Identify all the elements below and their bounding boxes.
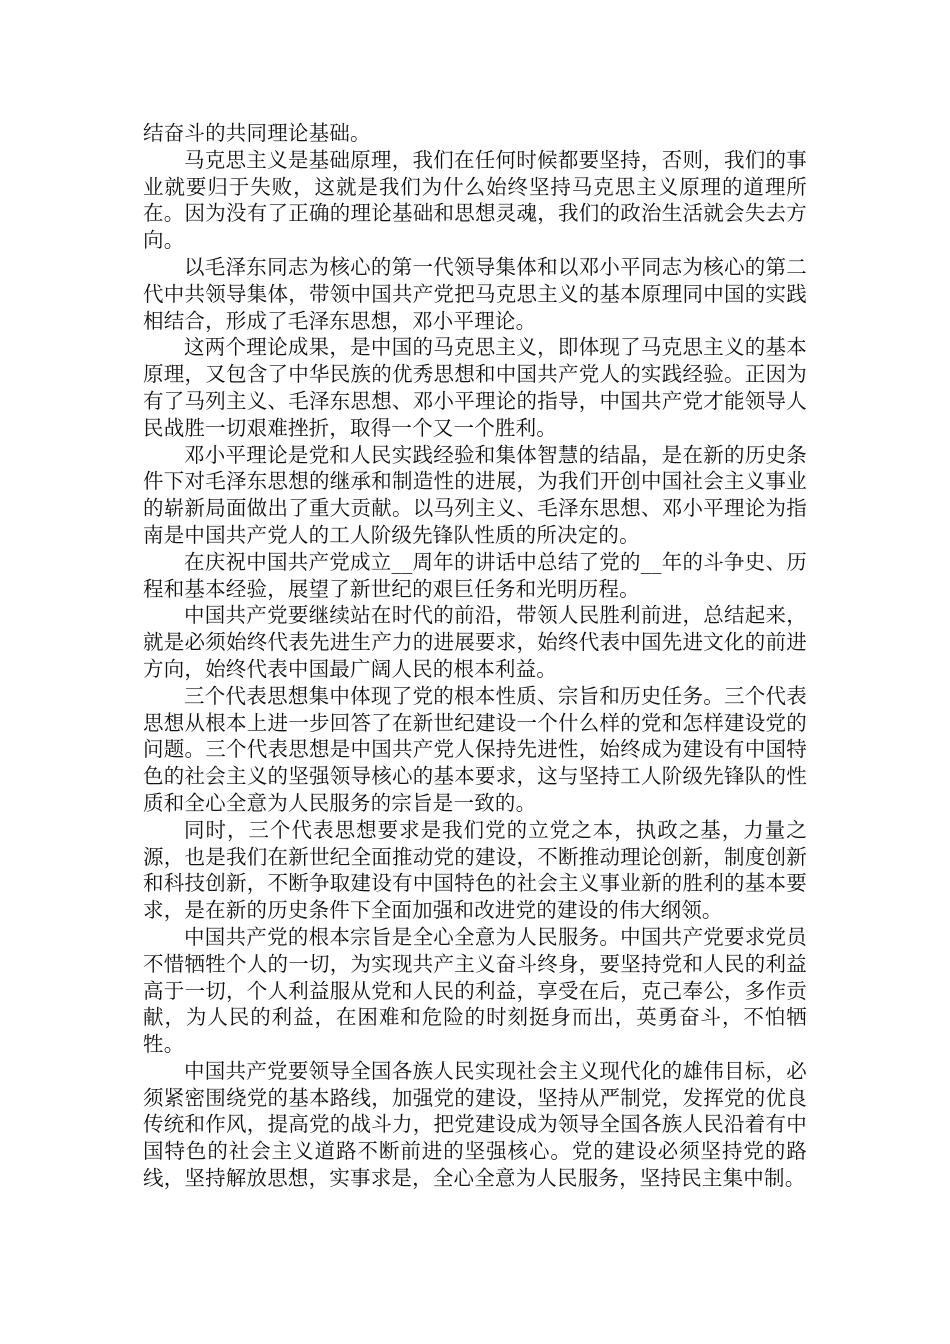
paragraph-marxism-foundation: 马克思主义是基础原理，我们在任何时候都要坚持，否则，我们的事业就要归于失败，这就是我们为什么始终坚持马克思主义原理的道理所在。因为没有了正确的理论基础和思想灵魂，我们的政治生活就会失去方向。 — [143, 147, 807, 253]
document-body — [143, 120, 807, 1192]
paragraph-anniversary-speech: 在庆祝中国共产党成立__周年的讲话中总结了党的__年的斗争史、历程和基本经验，展望了新世纪的艰巨任务和光明历程。 — [143, 549, 807, 601]
paragraph-party-building: 中国共产党要领导全国各族人民实现社会主义现代化的雄伟目标，必须紧密围绕党的基本路线，加强党的建设，坚持从严制党，发挥党的优良传统和作风，提高党的战斗力，把党建设成为领导全国各族人民沿着有中国特色的社会主义道路不断前进的坚强核心。党的建设必须坚持党的路线，坚持解放思想，实事求是，全心全意为人民服务，坚持民主集中制。 — [143, 1058, 807, 1191]
paragraph-three-represents: 三个代表思想集中体现了党的根本性质、宗旨和历史任务。三个代表思想从根本上进一步回答了在新世纪建设一个什么样的党和怎样建设党的问题。三个代表思想是中国共产党人保持先进性，始终成为建设有中国特色的社会主义的坚强领导核心的基本要求，这与坚持工人阶级先锋队的性质和全心全意为人民服务的宗旨是一致的。 — [143, 683, 807, 815]
paragraph-forefront-of-era: 中国共产党要继续站在时代的前沿，带领人民胜利前进，总结起来，就是必须始终代表先进生产力的进展要求，始终代表中国先进文化的前进方向，始终代表中国最广阔人民的根本利益。 — [143, 603, 807, 681]
paragraph-deng-theory: 邓小平理论是党和人民实践经验和集体智慧的结晶，是在新的历史条件下对毛泽东思想的继承和制造性的进展，为我们开创中国社会主义事业的崭新局面做出了重大贡献。以马列主义、毛泽东思想、邓小平理论为指南是中国共产党人的工人阶级先锋队性质的所决定的。 — [143, 442, 807, 547]
paragraph-party-foundation: 同时，三个代表思想要求是我们党的立党之本，执政之基，力量之源，也是我们在新世纪全面推动党的建设，不断推动理论创新，制度创新和科技创新，不断争取建设有中国特色的社会主义事业新的胜利的基本要求，是在新的历史条件下全面加强和改进党的建设的伟大纲领。 — [143, 817, 807, 923]
paragraph-continuation: 结奋斗的共同理论基础。 — [143, 121, 371, 145]
paragraph-fundamental-purpose: 中国共产党的根本宗旨是全心全意为人民服务。中国共产党要求党员不惜牺牲个人的一切，为实现共产主义奋斗终身，要坚持党和人民的利益高于一切，个人利益服从党和人民的利益，享受在后，克己奉公，多作贡献，为人民的利益，在困难和危险的时刻挺身而出，英勇奋斗，不怕牺牲。 — [143, 924, 807, 1057]
paragraph-leadership-collectives: 以毛泽东同志为核心的第一代领导集体和以邓小平同志为核心的第二代中共领导集体，带领中国共产党把马克思主义的基本原理同中国的实践相结合，形成了毛泽东思想，邓小平理论。 — [143, 254, 807, 333]
paragraph-theory-achievements: 这两个理论成果，是中国的马克思主义，即体现了马克思主义的基本原理，又包含了中华民族的优秀思想和中国共产党人的实践经验。正因为有了马列主义、毛泽东思想、邓小平理论的指导，中国共产党才能领导人民战胜一切艰难挫折，取得一个又一个胜利。 — [143, 335, 807, 440]
